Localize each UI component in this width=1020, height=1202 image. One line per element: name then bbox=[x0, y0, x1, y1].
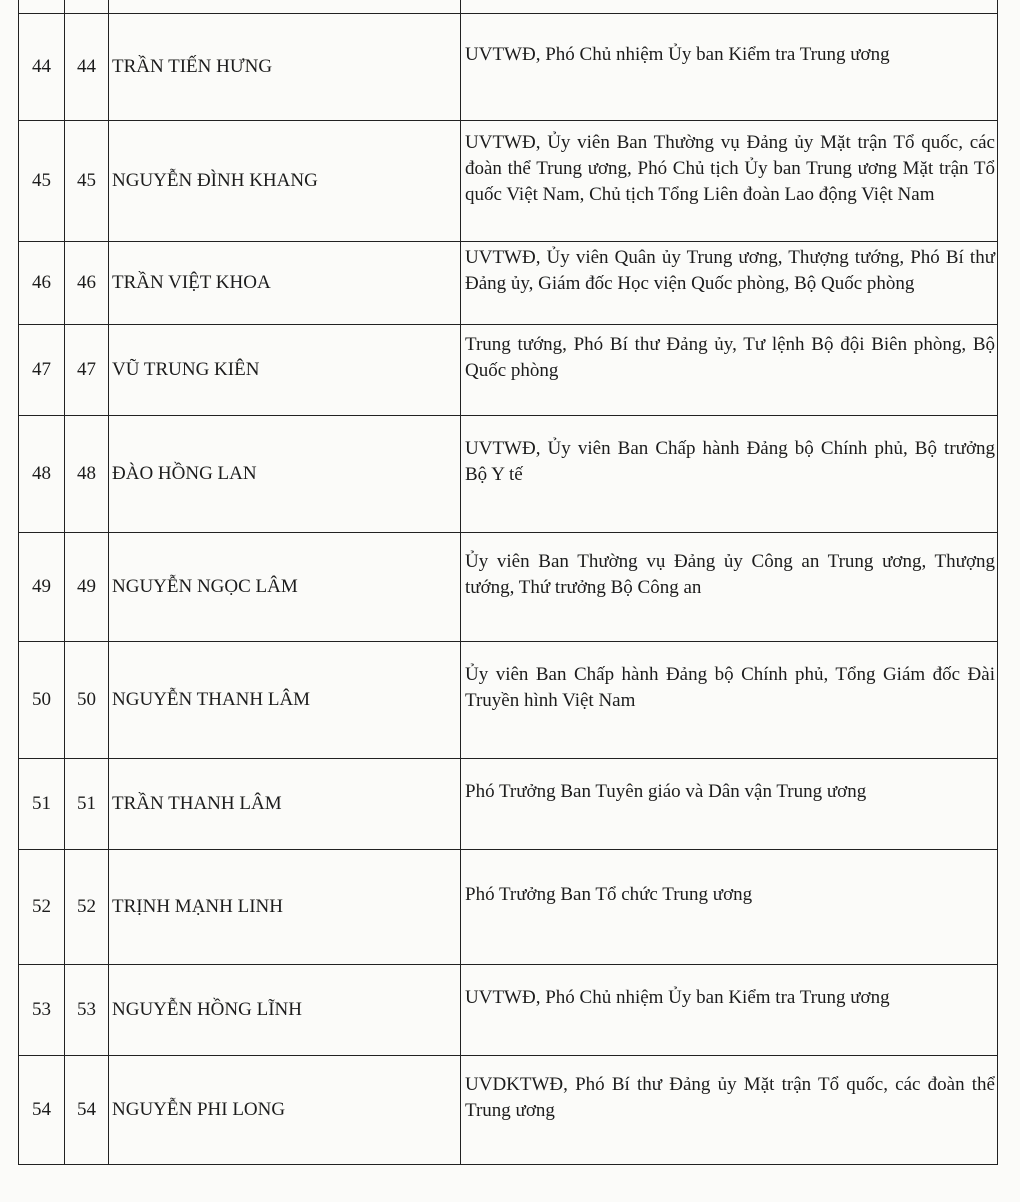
position-cell bbox=[461, 965, 998, 1056]
stt-cell: 52 bbox=[19, 850, 65, 965]
number-cell: 54 bbox=[65, 1056, 109, 1165]
position-cell bbox=[461, 850, 998, 965]
stt-cell: 51 bbox=[19, 759, 65, 850]
position-cell bbox=[461, 121, 998, 242]
table-row bbox=[19, 965, 998, 1056]
stt-cell: 44 bbox=[19, 14, 65, 121]
name-cell: TRỊNH MẠNH LINH bbox=[109, 850, 461, 965]
table-row bbox=[19, 533, 998, 642]
stt-cell: 50 bbox=[19, 642, 65, 759]
name-cell: VŨ TRUNG KIÊN bbox=[109, 325, 461, 416]
table-row bbox=[19, 759, 998, 850]
stt-cell: 47 bbox=[19, 325, 65, 416]
number-cell: 52 bbox=[65, 850, 109, 965]
number-cell: 49 bbox=[65, 533, 109, 642]
table-row bbox=[19, 1056, 998, 1165]
name-cell: NGUYỄN NGỌC LÂM bbox=[109, 533, 461, 642]
position-text: Phó Trưởng Ban Tuyên giáo và Dân vận Trung ương bbox=[465, 781, 867, 802]
position-cell bbox=[461, 242, 998, 325]
position-text: UVTWĐ, Ủy viên Quân ủy Trung ương, Thượng tướng, Phó Bí thư Đảng ủy, Giám đốc Học viện Quốc phòng, Bộ Quốc phòng bbox=[465, 247, 995, 294]
position-text: Trung tướng, Phó Bí thư Đảng ủy, Tư lệnh Bộ đội Biên phòng, Bộ Quốc phòng bbox=[465, 334, 995, 381]
number-cell: 53 bbox=[65, 965, 109, 1056]
number-cell: 51 bbox=[65, 759, 109, 850]
name-cell: ĐÀO HỒNG LAN bbox=[109, 416, 461, 533]
table-cell bbox=[461, 0, 998, 14]
position-text: UVTWĐ, Ủy viên Ban Thường vụ Đảng ủy Mặt trận Tổ quốc, các đoàn thể Trung ương, Phó Chủ tịch Ủy ban Trung ương Mặt trận Tổ quốc Việt Nam, Chủ tịch Tổng Liên đoàn Lao động Việt Nam bbox=[465, 132, 995, 205]
table-row bbox=[19, 325, 998, 416]
position-text: UVTWĐ, Phó Chủ nhiệm Ủy ban Kiểm tra Trung ương bbox=[465, 987, 890, 1008]
position-text: Ủy viên Ban Chấp hành Đảng bộ Chính phủ, Tổng Giám đốc Đài Truyền hình Việt Nam bbox=[465, 664, 995, 711]
table-row bbox=[19, 642, 998, 759]
table-row bbox=[19, 242, 998, 325]
position-cell bbox=[461, 325, 998, 416]
table-cell bbox=[109, 0, 461, 14]
position-text: UVDKTWĐ, Phó Bí thư Đảng ủy Mặt trận Tổ quốc, các đoàn thể Trung ương bbox=[465, 1074, 995, 1121]
name-cell: TRẦN THANH LÂM bbox=[109, 759, 461, 850]
name-cell: TRẦN TIẾN HƯNG bbox=[109, 14, 461, 121]
table-cell bbox=[65, 0, 109, 14]
personnel-table bbox=[18, 0, 998, 1165]
number-cell: 46 bbox=[65, 242, 109, 325]
number-cell: 44 bbox=[65, 14, 109, 121]
position-text: UVTWĐ, Ủy viên Ban Chấp hành Đảng bộ Chính phủ, Bộ trưởng Bộ Y tế bbox=[465, 438, 995, 485]
name-cell: NGUYỄN ĐÌNH KHANG bbox=[109, 121, 461, 242]
stt-cell: 53 bbox=[19, 965, 65, 1056]
table-row bbox=[19, 850, 998, 965]
number-cell: 48 bbox=[65, 416, 109, 533]
position-cell bbox=[461, 416, 998, 533]
position-cell bbox=[461, 1056, 998, 1165]
name-cell: NGUYỄN THANH LÂM bbox=[109, 642, 461, 759]
name-cell: NGUYỄN HỒNG LĨNH bbox=[109, 965, 461, 1056]
table-row bbox=[19, 14, 998, 121]
number-cell: 50 bbox=[65, 642, 109, 759]
position-cell bbox=[461, 533, 998, 642]
position-text: UVTWĐ, Phó Chủ nhiệm Ủy ban Kiểm tra Trung ương bbox=[465, 44, 890, 65]
position-text: Ủy viên Ban Thường vụ Đảng ủy Công an Trung ương, Thượng tướng, Thứ trưởng Bộ Công an bbox=[465, 551, 995, 598]
table-row bbox=[19, 121, 998, 242]
position-cell bbox=[461, 14, 998, 121]
stt-cell: 54 bbox=[19, 1056, 65, 1165]
position-text: Phó Trưởng Ban Tổ chức Trung ương bbox=[465, 884, 753, 905]
table-row-continuation bbox=[19, 0, 998, 14]
number-cell: 45 bbox=[65, 121, 109, 242]
position-cell bbox=[461, 759, 998, 850]
table-body bbox=[19, 0, 998, 1165]
position-cell bbox=[461, 642, 998, 759]
table-row bbox=[19, 416, 998, 533]
stt-cell: 48 bbox=[19, 416, 65, 533]
stt-cell: 46 bbox=[19, 242, 65, 325]
number-cell: 47 bbox=[65, 325, 109, 416]
name-cell: TRẦN VIỆT KHOA bbox=[109, 242, 461, 325]
name-cell: NGUYỄN PHI LONG bbox=[109, 1056, 461, 1165]
table-cell bbox=[19, 0, 65, 14]
stt-cell: 49 bbox=[19, 533, 65, 642]
stt-cell: 45 bbox=[19, 121, 65, 242]
